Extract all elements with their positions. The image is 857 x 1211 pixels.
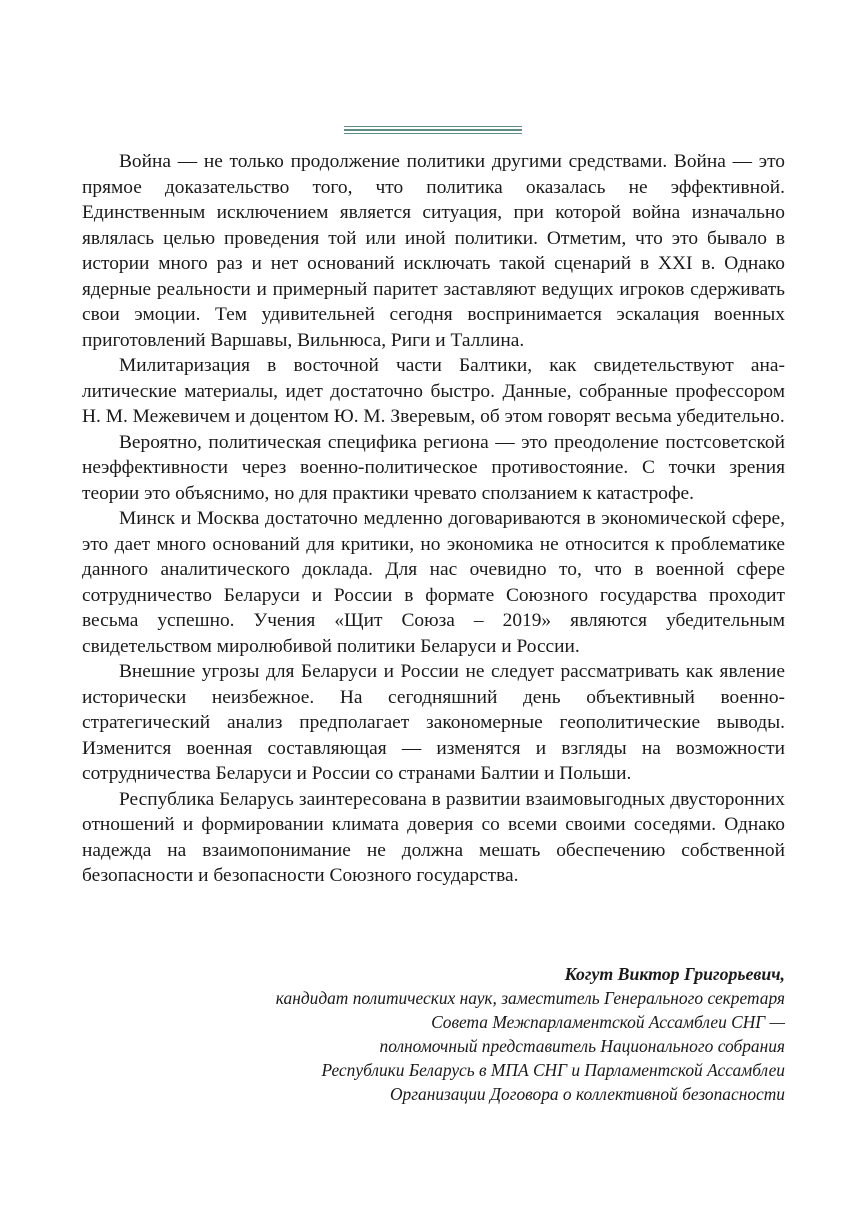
- decorative-rule: [344, 126, 522, 136]
- author-name: Когут Виктор Григорьевич,: [564, 964, 785, 984]
- author-title-line: полномочный представитель Национального собрания: [379, 1036, 785, 1056]
- author-title-line: кандидат политических наук, заместитель Генерального секретаря: [275, 988, 785, 1008]
- author-signature: [135, 962, 785, 1106]
- author-title-line: Организации Договора о коллективной безопасности: [389, 1084, 785, 1104]
- paragraph: Минск и Москва достаточно медленно договариваются в экономической сфере, это дает много оснований для критики, но экономика не относится к проблематике данного аналитического доклада. Для нас очевидно то, что в военной сфере сотрудничество Беларуси и России в формате Союзного государства проходит весьма успешно. Учения «Щит Союза – 2019» являются убедительным свидетельством миролюбивой политики Беларуси и России.: [82, 508, 785, 657]
- paragraph: Республика Беларусь заинтересована в развитии взаимовыгодных двусторонних отношений и формировании климата доверия со всеми своими соседями. Однако надежда на взаимопонимание не должна мешать обеспечению собственной безопасности и безопасности Союзного государства.: [82, 788, 785, 886]
- paragraph: Вероятно, политическая специфика региона — это преодоление постсоветской неэффективности через военно-политическое противостояние. С точки зрения теории это объяснимо, но для практики чревато сползанием к катастрофе.: [82, 431, 785, 504]
- paragraph: Милитаризация в восточной части Балтики, как свидетельствуют аналитические материалы, идет достаточно быстро. Данные, собранные профессором Н. М. Межевичем и доцентом Ю. М. Зверевым, об этом говорят весьма убедительно.: [82, 355, 785, 427]
- rule-line: [344, 133, 522, 134]
- rule-line: [344, 126, 522, 127]
- body-text: [82, 149, 785, 889]
- paragraph: Война — не только продолжение политики другими средствами. Война — это прямое доказательство того, что политика оказалась не эффективной. Единственным исключением является ситуация, при которой война изначально являлась целью проведения той или иной политики. Отметим, что это бывало в истории много раз и нет оснований исключать такой сценарий в XXI в. Однако ядерные реальности и примерный паритет заставляют ведущих игроков сдерживать свои эмоции. Тем удивительней сегодня воспринимается эскалация военных приготовлений Варшавы, Вильнюса, Риги и Таллина.: [82, 151, 785, 351]
- rule-line: [344, 129, 522, 131]
- paragraph: Внешние угрозы для Беларуси и России не следует рассматривать как явление исторически неизбежное. На сегодняшний день объективный военно-стратегический анализ предполагает закономерные геополитические выводы. Изменится военная составляющая — изменятся и взгляды на возможности сотрудничества Беларуси и России со странами Балтии и Польши.: [82, 661, 785, 784]
- author-title-line: Совета Межпарламентской Ассамблеи СНГ —: [431, 1012, 785, 1032]
- author-title-line: Республики Беларусь в МПА СНГ и Парламентской Ассамблеи: [321, 1060, 785, 1080]
